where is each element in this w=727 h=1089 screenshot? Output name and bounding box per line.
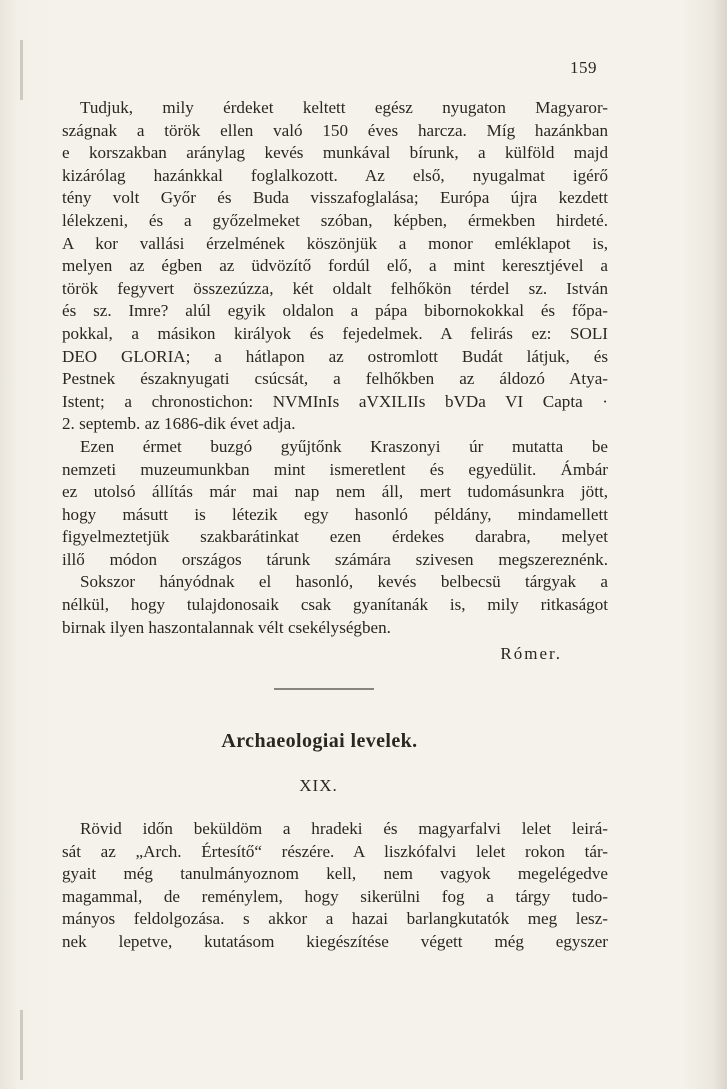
text-line: török fegyvert összezúzza, két oldalt felhőkön térdel sz. István bbox=[62, 278, 608, 298]
section-divider bbox=[274, 688, 374, 690]
text-line: 2. septemb. az 1686-dik évet adja. bbox=[62, 414, 296, 434]
text-line: nek lepetve, kutatásom kiegészítése végett még egyszer bbox=[62, 931, 608, 951]
text-line: szágnak a török ellen való 150 éves harcza. Míg hazánkban bbox=[62, 120, 608, 140]
scan-edge-mark bbox=[20, 40, 23, 100]
text-line: nemzeti muzeumunkban mint ismeretlent és egyedülit. Ámbár bbox=[62, 459, 608, 479]
text-line: Ezen érmet buzgó gyűjtőnk Kraszonyi úr mutatta be bbox=[80, 436, 608, 456]
text-line: Tudjuk, mily érdeket keltett egész nyugaton Magyaror- bbox=[80, 98, 608, 117]
text-line: lélekzeni, és a győzelmeket szóban, képben, érmekben hirdeté. bbox=[62, 210, 608, 230]
text-line: pokkal, a másikon királyok és fejedelmek. A felirás ez: SOLI bbox=[62, 323, 608, 343]
text-line: birnak ilyen haszontalannak vélt csekélységben. bbox=[62, 617, 391, 637]
article-body bbox=[62, 97, 608, 639]
text-line: ez utolsó állítás már mai nap nem áll, mert tudomásunkra jött, bbox=[62, 482, 608, 502]
text-line: gyait még tanulmányoznom kell, nem vagyok megelégedve bbox=[62, 864, 608, 884]
text-line: Rövid időn beküldöm a hradeki és magyarfalvi lelet leirá- bbox=[80, 819, 608, 838]
text-line: e korszakban aránylag kevés munkával bírunk, a külföld majd bbox=[62, 143, 608, 163]
scan-edge-mark bbox=[20, 1010, 23, 1080]
text-line: tény volt Győr és Buda visszafoglalása; Európa újra kezdett bbox=[62, 188, 608, 208]
text-line: és sz. Imre? alúl egyik oldalon a pápa bibornokokkal és főpa- bbox=[62, 301, 608, 321]
text-line: Pestnek északnyugati csúcsát, a felhőkben az áldozó Atya- bbox=[62, 369, 608, 389]
page-number: 159 bbox=[570, 58, 597, 77]
text-line: sát az „Arch. Értesítő“ részére. A liszkófalvi lelet rokon tár- bbox=[62, 841, 608, 861]
text-line: A kor vallási érzelmének köszönjük a monor emléklapot is, bbox=[62, 233, 608, 253]
text-line: magammal, de reménylem, hogy sikerülni fog a tárgy tudo- bbox=[62, 886, 608, 906]
text-line: illő módon országos tárunk számára szivesen megszereznénk. bbox=[62, 549, 608, 569]
text-line: figyelmeztetjük szakbarátinkat ezen érdekes darabra, melyet bbox=[62, 527, 608, 547]
text-line: Sokszor hányódnak el hasonló, kevés belbecsü tárgyak a bbox=[80, 572, 608, 592]
text-line: hogy másutt is létezik egy hasonló példány, mindamellett bbox=[62, 504, 608, 524]
text-line: mányos feldolgozása. s akkor a hazai barlangkutatók meg lesz- bbox=[62, 909, 608, 929]
text-line: Istent; a chronostichon: NVMInIs aVXILIIs bVDa VI Capta · bbox=[62, 391, 608, 411]
section-title: Archaeologiai levelek. bbox=[221, 730, 418, 752]
text-line: nélkül, hogy tulajdonosaik csak gyanítanák is, mily ritkaságot bbox=[62, 595, 608, 615]
text-line: melyen az égben az üdvözítő fordúl elő, a mint keresztjével a bbox=[62, 256, 608, 276]
article-body bbox=[62, 818, 608, 954]
text-line: kizárólag hazánkkal foglalkozott. Az első, nyugalmat igérő bbox=[62, 165, 608, 185]
section-number: XIX. bbox=[299, 776, 338, 795]
author-signature: Rómer. bbox=[500, 644, 562, 663]
text-line: DEO GLORIA; a hátlapon az ostromlott Budát látjuk, és bbox=[62, 346, 608, 366]
